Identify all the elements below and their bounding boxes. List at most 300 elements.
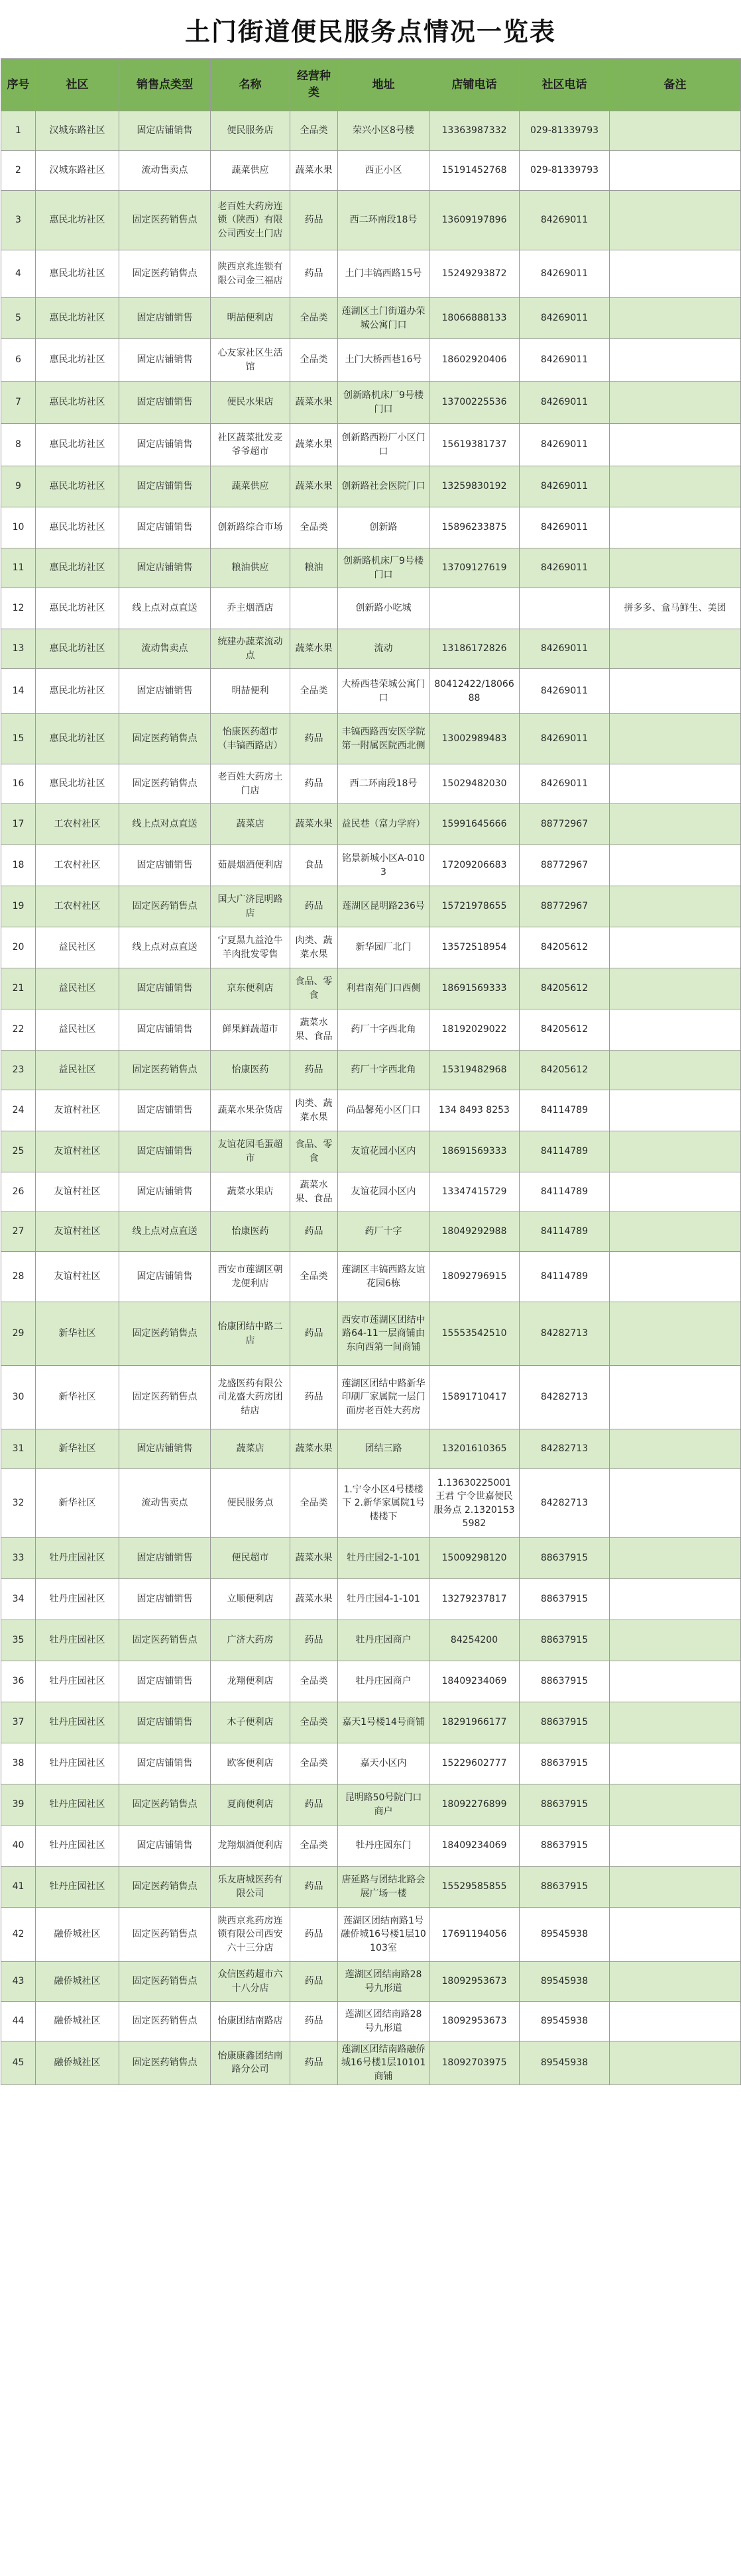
- cell-remarks: [610, 1009, 741, 1051]
- cell-sale-type: 固定医药销售点: [119, 764, 211, 804]
- cell-community-phone: 84114789: [520, 1090, 610, 1131]
- cell-address: 嘉天1号楼14号商铺: [338, 1702, 429, 1743]
- cell-address: 莲湖区团结南路融侨城16号楼1层10101商铺: [338, 2041, 429, 2085]
- cell-remarks: [610, 845, 741, 886]
- cell-address: 牡丹庄园商户: [338, 1661, 429, 1702]
- table-row: [1, 382, 741, 424]
- cell-name: 怡康康鑫团结南路分公司: [211, 2041, 290, 2085]
- cell-community: 惠民北坊社区: [36, 250, 119, 298]
- cell-community: 惠民北坊社区: [36, 191, 119, 250]
- cell-remarks: [610, 548, 741, 588]
- cell-category: 粮油: [290, 548, 338, 588]
- cell-remarks: [610, 1743, 741, 1784]
- cell-community-phone: 84269011: [520, 339, 610, 382]
- table-row: [1, 804, 741, 845]
- cell-address: 昆明路50号院门口商户: [338, 1784, 429, 1826]
- cell-community: 友谊村社区: [36, 1131, 119, 1172]
- cell-category: 全品类: [290, 669, 338, 714]
- cell-sale-type: 固定医药销售点: [119, 1051, 211, 1090]
- cell-name: 友谊花园毛蛋超市: [211, 1131, 290, 1172]
- cell-store-phone: 18092276899: [429, 1784, 520, 1826]
- cell-store-phone: 18092953673: [429, 1962, 520, 2002]
- cell-category: 蔬菜水果、食品: [290, 1172, 338, 1212]
- cell-remarks: [610, 1784, 741, 1826]
- cell-sale-type: 固定店铺销售: [119, 382, 211, 424]
- cell-address: 莲湖区团结南路1号融侨城16号楼1层10103室: [338, 1908, 429, 1962]
- cell-index: 5: [1, 298, 36, 339]
- cell-name: 众信医药超市六十八分店: [211, 1962, 290, 2002]
- cell-community: 牡丹庄园社区: [36, 1538, 119, 1579]
- cell-category: 全品类: [290, 507, 338, 548]
- cell-store-phone: 18691569333: [429, 1131, 520, 1172]
- table-row: [1, 1090, 741, 1131]
- cell-community: 新华社区: [36, 1429, 119, 1469]
- cell-name: 蔬菜水果杂货店: [211, 1090, 290, 1131]
- cell-sale-type: 固定店铺销售: [119, 1090, 211, 1131]
- cell-name: 统建办蔬菜流动点: [211, 629, 290, 669]
- cell-community-phone: 84282713: [520, 1469, 610, 1538]
- cell-remarks: [610, 1469, 741, 1538]
- table-row: [1, 1302, 741, 1366]
- cell-address: 创新路小吃城: [338, 588, 429, 629]
- cell-community-phone: 84205612: [520, 1051, 610, 1090]
- cell-index: 45: [1, 2041, 36, 2085]
- header-sale-type: 销售点类型: [119, 59, 211, 111]
- cell-sale-type: 固定店铺销售: [119, 1538, 211, 1579]
- cell-index: 43: [1, 1962, 36, 2002]
- cell-store-phone: 13609197896: [429, 191, 520, 250]
- cell-store-phone: 15029482030: [429, 764, 520, 804]
- cell-remarks: [610, 1131, 741, 1172]
- table-row: [1, 1538, 741, 1579]
- cell-sale-type: 固定店铺销售: [119, 1661, 211, 1702]
- cell-address: 西正小区: [338, 151, 429, 191]
- cell-community-phone: 84269011: [520, 548, 610, 588]
- cell-community-phone: 84269011: [520, 424, 610, 466]
- cell-category: 药品: [290, 1784, 338, 1826]
- cell-name: 便民水果店: [211, 382, 290, 424]
- cell-community: 牡丹庄园社区: [36, 1743, 119, 1784]
- cell-community: 牡丹庄园社区: [36, 1579, 119, 1620]
- cell-community: 惠民北坊社区: [36, 382, 119, 424]
- cell-community-phone: 88637915: [520, 1620, 610, 1661]
- table-row: [1, 1429, 741, 1469]
- cell-community-phone: 88772967: [520, 845, 610, 886]
- cell-sale-type: 固定店铺销售: [119, 1579, 211, 1620]
- cell-store-phone: 18066888133: [429, 298, 520, 339]
- cell-community: 工农村社区: [36, 886, 119, 927]
- cell-index: 42: [1, 1908, 36, 1962]
- cell-name: 明喆便利店: [211, 298, 290, 339]
- cell-category: 全品类: [290, 1469, 338, 1538]
- table-row: [1, 629, 741, 669]
- header-store-phone: 店铺电话: [429, 59, 520, 111]
- cell-index: 15: [1, 714, 36, 764]
- cell-community-phone: 89545938: [520, 1962, 610, 2002]
- cell-remarks: 拼多多、盒马鲜生、美团: [610, 588, 741, 629]
- cell-index: 30: [1, 1366, 36, 1429]
- cell-community-phone: 88637915: [520, 1784, 610, 1826]
- table-row: [1, 1661, 741, 1702]
- cell-name: 京东便利店: [211, 968, 290, 1009]
- cell-sale-type: 固定店铺销售: [119, 1826, 211, 1867]
- table-row: [1, 1743, 741, 1784]
- cell-address: 团结三路: [338, 1429, 429, 1469]
- cell-sale-type: 固定店铺销售: [119, 466, 211, 507]
- cell-category: 药品: [290, 2041, 338, 2085]
- cell-store-phone: 15891710417: [429, 1366, 520, 1429]
- cell-address: 牡丹庄园商户: [338, 1620, 429, 1661]
- cell-sale-type: 固定店铺销售: [119, 968, 211, 1009]
- cell-name: 蔬菜店: [211, 804, 290, 845]
- cell-category: 药品: [290, 1051, 338, 1090]
- cell-store-phone: 15009298120: [429, 1538, 520, 1579]
- cell-name: 蔬菜店: [211, 1429, 290, 1469]
- table-row: [1, 466, 741, 507]
- cell-address: 药厂十字西北角: [338, 1051, 429, 1090]
- cell-community: 惠民北坊社区: [36, 507, 119, 548]
- cell-index: 39: [1, 1784, 36, 1826]
- cell-remarks: [610, 1252, 741, 1302]
- cell-index: 41: [1, 1867, 36, 1908]
- cell-category: 全品类: [290, 1661, 338, 1702]
- cell-name: 老百姓大药房土门店: [211, 764, 290, 804]
- cell-community: 惠民北坊社区: [36, 339, 119, 382]
- table-row: [1, 1009, 741, 1051]
- cell-store-phone: 15229602777: [429, 1743, 520, 1784]
- cell-community-phone: 88637915: [520, 1661, 610, 1702]
- cell-sale-type: 固定店铺销售: [119, 1429, 211, 1469]
- cell-community-phone: 84269011: [520, 382, 610, 424]
- cell-remarks: [610, 1538, 741, 1579]
- cell-store-phone: 18049292988: [429, 1212, 520, 1252]
- cell-store-phone: 15319482968: [429, 1051, 520, 1090]
- cell-community: 新华社区: [36, 1302, 119, 1366]
- cell-index: 19: [1, 886, 36, 927]
- cell-index: 33: [1, 1538, 36, 1579]
- cell-sale-type: 固定医药销售点: [119, 714, 211, 764]
- cell-community: 益民社区: [36, 968, 119, 1009]
- cell-remarks: [610, 1172, 741, 1212]
- cell-sale-type: 固定医药销售点: [119, 191, 211, 250]
- cell-sale-type: 固定医药销售点: [119, 1784, 211, 1826]
- cell-community-phone: 84114789: [520, 1131, 610, 1172]
- cell-name: 社区蔬菜批发麦爷爷超市: [211, 424, 290, 466]
- cell-community: 友谊村社区: [36, 1172, 119, 1212]
- cell-name: 广济大药房: [211, 1620, 290, 1661]
- cell-address: 创新路西粉厂小区门口: [338, 424, 429, 466]
- cell-remarks: [610, 1579, 741, 1620]
- cell-name: 怡康医药: [211, 1051, 290, 1090]
- cell-index: 21: [1, 968, 36, 1009]
- cell-community: 惠民北坊社区: [36, 424, 119, 466]
- cell-community-phone: 88637915: [520, 1826, 610, 1867]
- cell-category: 药品: [290, 1212, 338, 1252]
- table-body: [1, 111, 741, 2085]
- page-title: 土门街道便民服务点情况一览表: [184, 17, 556, 46]
- cell-index: 32: [1, 1469, 36, 1538]
- cell-name: 便民服务店: [211, 111, 290, 151]
- cell-name: 龙盛医药有限公司龙盛大药房团结店: [211, 1366, 290, 1429]
- cell-community-phone: 84269011: [520, 298, 610, 339]
- table-row: [1, 250, 741, 298]
- cell-remarks: [610, 1051, 741, 1090]
- cell-remarks: [610, 1908, 741, 1962]
- cell-category: 蔬菜水果: [290, 424, 338, 466]
- cell-index: 17: [1, 804, 36, 845]
- cell-remarks: [610, 2002, 741, 2041]
- cell-index: 38: [1, 1743, 36, 1784]
- cell-index: 25: [1, 1131, 36, 1172]
- cell-community: 汉城东路社区: [36, 111, 119, 151]
- cell-category: 药品: [290, 250, 338, 298]
- cell-community-phone: 88772967: [520, 886, 610, 927]
- cell-sale-type: 固定店铺销售: [119, 424, 211, 466]
- cell-community-phone: 84282713: [520, 1302, 610, 1366]
- cell-remarks: [610, 2041, 741, 2085]
- cell-index: 36: [1, 1661, 36, 1702]
- table-row: [1, 968, 741, 1009]
- cell-address: 牡丹庄园2-1-101: [338, 1538, 429, 1579]
- table-row: [1, 111, 741, 151]
- cell-remarks: [610, 111, 741, 151]
- cell-community: 牡丹庄园社区: [36, 1702, 119, 1743]
- cell-address: 创新路机床厂9号楼门口: [338, 548, 429, 588]
- cell-address: 友谊花园小区内: [338, 1131, 429, 1172]
- cell-category: 蔬菜水果: [290, 382, 338, 424]
- cell-category: 蔬菜水果: [290, 1429, 338, 1469]
- cell-sale-type: 固定医药销售点: [119, 1302, 211, 1366]
- header-category: 经营种类: [290, 59, 338, 111]
- cell-community: 惠民北坊社区: [36, 466, 119, 507]
- cell-index: 23: [1, 1051, 36, 1090]
- cell-community-phone: 88772967: [520, 804, 610, 845]
- cell-remarks: [610, 1302, 741, 1366]
- cell-community-phone: 89545938: [520, 2002, 610, 2041]
- cell-remarks: [610, 714, 741, 764]
- cell-community: 融侨城社区: [36, 1962, 119, 2002]
- cell-community: 牡丹庄园社区: [36, 1867, 119, 1908]
- cell-index: 14: [1, 669, 36, 714]
- cell-index: 8: [1, 424, 36, 466]
- cell-index: 1: [1, 111, 36, 151]
- cell-name: 夏商便利店: [211, 1784, 290, 1826]
- cell-remarks: [610, 424, 741, 466]
- cell-remarks: [610, 886, 741, 927]
- cell-community-phone: [520, 588, 610, 629]
- cell-remarks: [610, 191, 741, 250]
- cell-community-phone: 84205612: [520, 927, 610, 968]
- cell-index: 7: [1, 382, 36, 424]
- cell-community-phone: 84269011: [520, 191, 610, 250]
- cell-store-phone: 15191452768: [429, 151, 520, 191]
- table-row: [1, 588, 741, 629]
- cell-store-phone: 13279237817: [429, 1579, 520, 1620]
- cell-index: 13: [1, 629, 36, 669]
- cell-community-phone: 84269011: [520, 629, 610, 669]
- cell-name: 欧客便利店: [211, 1743, 290, 1784]
- table-row: [1, 1826, 741, 1867]
- cell-index: 12: [1, 588, 36, 629]
- cell-index: 29: [1, 1302, 36, 1366]
- cell-store-phone: 18409234069: [429, 1661, 520, 1702]
- cell-name: 老百姓大药房连锁（陕西）有限公司西安土门店: [211, 191, 290, 250]
- cell-community: 友谊村社区: [36, 1090, 119, 1131]
- cell-community-phone: 84269011: [520, 714, 610, 764]
- cell-index: 9: [1, 466, 36, 507]
- cell-community-phone: 84205612: [520, 1009, 610, 1051]
- table-row: [1, 845, 741, 886]
- cell-community-phone: 84205612: [520, 968, 610, 1009]
- cell-community-phone: 84269011: [520, 669, 610, 714]
- cell-name: 宁夏黑九益沧牛羊肉批发零售: [211, 927, 290, 968]
- cell-store-phone: 18092796915: [429, 1252, 520, 1302]
- cell-address: 莲湖区昆明路236号: [338, 886, 429, 927]
- cell-index: 31: [1, 1429, 36, 1469]
- table-row: [1, 507, 741, 548]
- cell-sale-type: 线上点对点直送: [119, 588, 211, 629]
- cell-address: 益民巷（富力学府）: [338, 804, 429, 845]
- cell-community: 益民社区: [36, 1009, 119, 1051]
- cell-address: 莲湖区团结南路28号九形道: [338, 1962, 429, 2002]
- cell-name: 陕西京兆连锁有限公司金三福店: [211, 250, 290, 298]
- cell-index: 34: [1, 1579, 36, 1620]
- table-row: [1, 339, 741, 382]
- cell-community-phone: 89545938: [520, 2041, 610, 2085]
- cell-community-phone: 84114789: [520, 1172, 610, 1212]
- cell-community: 惠民北坊社区: [36, 764, 119, 804]
- cell-remarks: [610, 968, 741, 1009]
- cell-name: 便民超市: [211, 1538, 290, 1579]
- table-row: [1, 424, 741, 466]
- cell-remarks: [610, 1661, 741, 1702]
- cell-community: 牡丹庄园社区: [36, 1661, 119, 1702]
- cell-store-phone: 15896233875: [429, 507, 520, 548]
- cell-address: 丰镐西路西安医学院第一附属医院西北侧: [338, 714, 429, 764]
- cell-remarks: [610, 250, 741, 298]
- cell-community: 益民社区: [36, 927, 119, 968]
- cell-sale-type: 固定医药销售点: [119, 2002, 211, 2041]
- cell-sale-type: 固定店铺销售: [119, 669, 211, 714]
- cell-name: 立顺便利店: [211, 1579, 290, 1620]
- cell-sale-type: 固定店铺销售: [119, 507, 211, 548]
- cell-sale-type: 固定店铺销售: [119, 339, 211, 382]
- cell-address: 唐延路与团结北路会展广场一楼: [338, 1867, 429, 1908]
- cell-category: 药品: [290, 2002, 338, 2041]
- cell-index: 3: [1, 191, 36, 250]
- cell-community: 牡丹庄园社区: [36, 1784, 119, 1826]
- cell-community: 新华社区: [36, 1469, 119, 1538]
- cell-sale-type: 流动售卖点: [119, 1469, 211, 1538]
- cell-name: 陕西京兆药房连锁有限公司西安六十三分店: [211, 1908, 290, 1962]
- cell-store-phone: 18602920406: [429, 339, 520, 382]
- cell-community-phone: 84269011: [520, 466, 610, 507]
- cell-store-phone: 17209206683: [429, 845, 520, 886]
- cell-sale-type: 固定店铺销售: [119, 1131, 211, 1172]
- cell-community-phone: 029-81339793: [520, 111, 610, 151]
- cell-sale-type: 线上点对点直送: [119, 1212, 211, 1252]
- cell-address: 1.宁令小区4号楼楼下 2.新华家属院1号楼楼下: [338, 1469, 429, 1538]
- cell-sale-type: 固定店铺销售: [119, 1702, 211, 1743]
- cell-remarks: [610, 382, 741, 424]
- cell-category: 药品: [290, 1366, 338, 1429]
- cell-category: 蔬菜水果: [290, 804, 338, 845]
- cell-community: 友谊村社区: [36, 1252, 119, 1302]
- cell-store-phone: 15721978655: [429, 886, 520, 927]
- table-row: [1, 1962, 741, 2002]
- cell-address: 药厂十字: [338, 1212, 429, 1252]
- cell-community-phone: 88637915: [520, 1702, 610, 1743]
- cell-store-phone: 18409234069: [429, 1826, 520, 1867]
- cell-category: 全品类: [290, 1743, 338, 1784]
- header-community: 社区: [36, 59, 119, 111]
- cell-community: 友谊村社区: [36, 1212, 119, 1252]
- table-row: [1, 1908, 741, 1962]
- cell-address: 嘉天小区内: [338, 1743, 429, 1784]
- cell-community-phone: 84269011: [520, 507, 610, 548]
- cell-name: 怡康医药: [211, 1212, 290, 1252]
- cell-name: 龙翔便利店: [211, 1661, 290, 1702]
- cell-name: 便民服务点: [211, 1469, 290, 1538]
- cell-store-phone: 80412422/1806688: [429, 669, 520, 714]
- cell-store-phone: 1.13630225001 王君 宁令世嘉便民服务点 2.13201535982: [429, 1469, 520, 1538]
- cell-remarks: [610, 927, 741, 968]
- cell-sale-type: 固定医药销售点: [119, 2041, 211, 2085]
- cell-name: 怡康医药超市（丰镐西路店）: [211, 714, 290, 764]
- cell-sale-type: 固定医药销售点: [119, 1366, 211, 1429]
- cell-remarks: [610, 507, 741, 548]
- cell-address: 土门丰镐西路15号: [338, 250, 429, 298]
- cell-store-phone: 18092703975: [429, 2041, 520, 2085]
- cell-store-phone: 13709127619: [429, 548, 520, 588]
- cell-store-phone: 13259830192: [429, 466, 520, 507]
- cell-store-phone: 15991645666: [429, 804, 520, 845]
- table-row: [1, 1579, 741, 1620]
- cell-store-phone: 13201610365: [429, 1429, 520, 1469]
- cell-address: 友谊花园小区内: [338, 1172, 429, 1212]
- cell-name: 怡康团结南路店: [211, 2002, 290, 2041]
- cell-community-phone: 88637915: [520, 1538, 610, 1579]
- cell-sale-type: 线上点对点直送: [119, 927, 211, 968]
- cell-category: 全品类: [290, 1702, 338, 1743]
- cell-community-phone: 84269011: [520, 764, 610, 804]
- cell-sale-type: 流动售卖点: [119, 629, 211, 669]
- cell-store-phone: 13347415729: [429, 1172, 520, 1212]
- cell-community: 融侨城社区: [36, 1908, 119, 1962]
- cell-store-phone: 13363987332: [429, 111, 520, 151]
- cell-community: 牡丹庄园社区: [36, 1826, 119, 1867]
- cell-store-phone: 13572518954: [429, 927, 520, 968]
- cell-remarks: [610, 466, 741, 507]
- cell-community: 融侨城社区: [36, 2041, 119, 2085]
- cell-remarks: [610, 1867, 741, 1908]
- table-row: [1, 2041, 741, 2085]
- cell-category: 肉类、蔬菜水果: [290, 927, 338, 968]
- cell-remarks: [610, 1366, 741, 1429]
- cell-sale-type: 固定医药销售点: [119, 1908, 211, 1962]
- cell-category: 食品: [290, 845, 338, 886]
- table-row: [1, 886, 741, 927]
- cell-name: 木子便利店: [211, 1702, 290, 1743]
- table-row: [1, 1867, 741, 1908]
- cell-category: 药品: [290, 1302, 338, 1366]
- cell-store-phone: 18192029022: [429, 1009, 520, 1051]
- header-community-phone: 社区电话: [520, 59, 610, 111]
- cell-community-phone: 88637915: [520, 1579, 610, 1620]
- cell-community: 惠民北坊社区: [36, 714, 119, 764]
- cell-address: 西二环南段18号: [338, 764, 429, 804]
- cell-index: 44: [1, 2002, 36, 2041]
